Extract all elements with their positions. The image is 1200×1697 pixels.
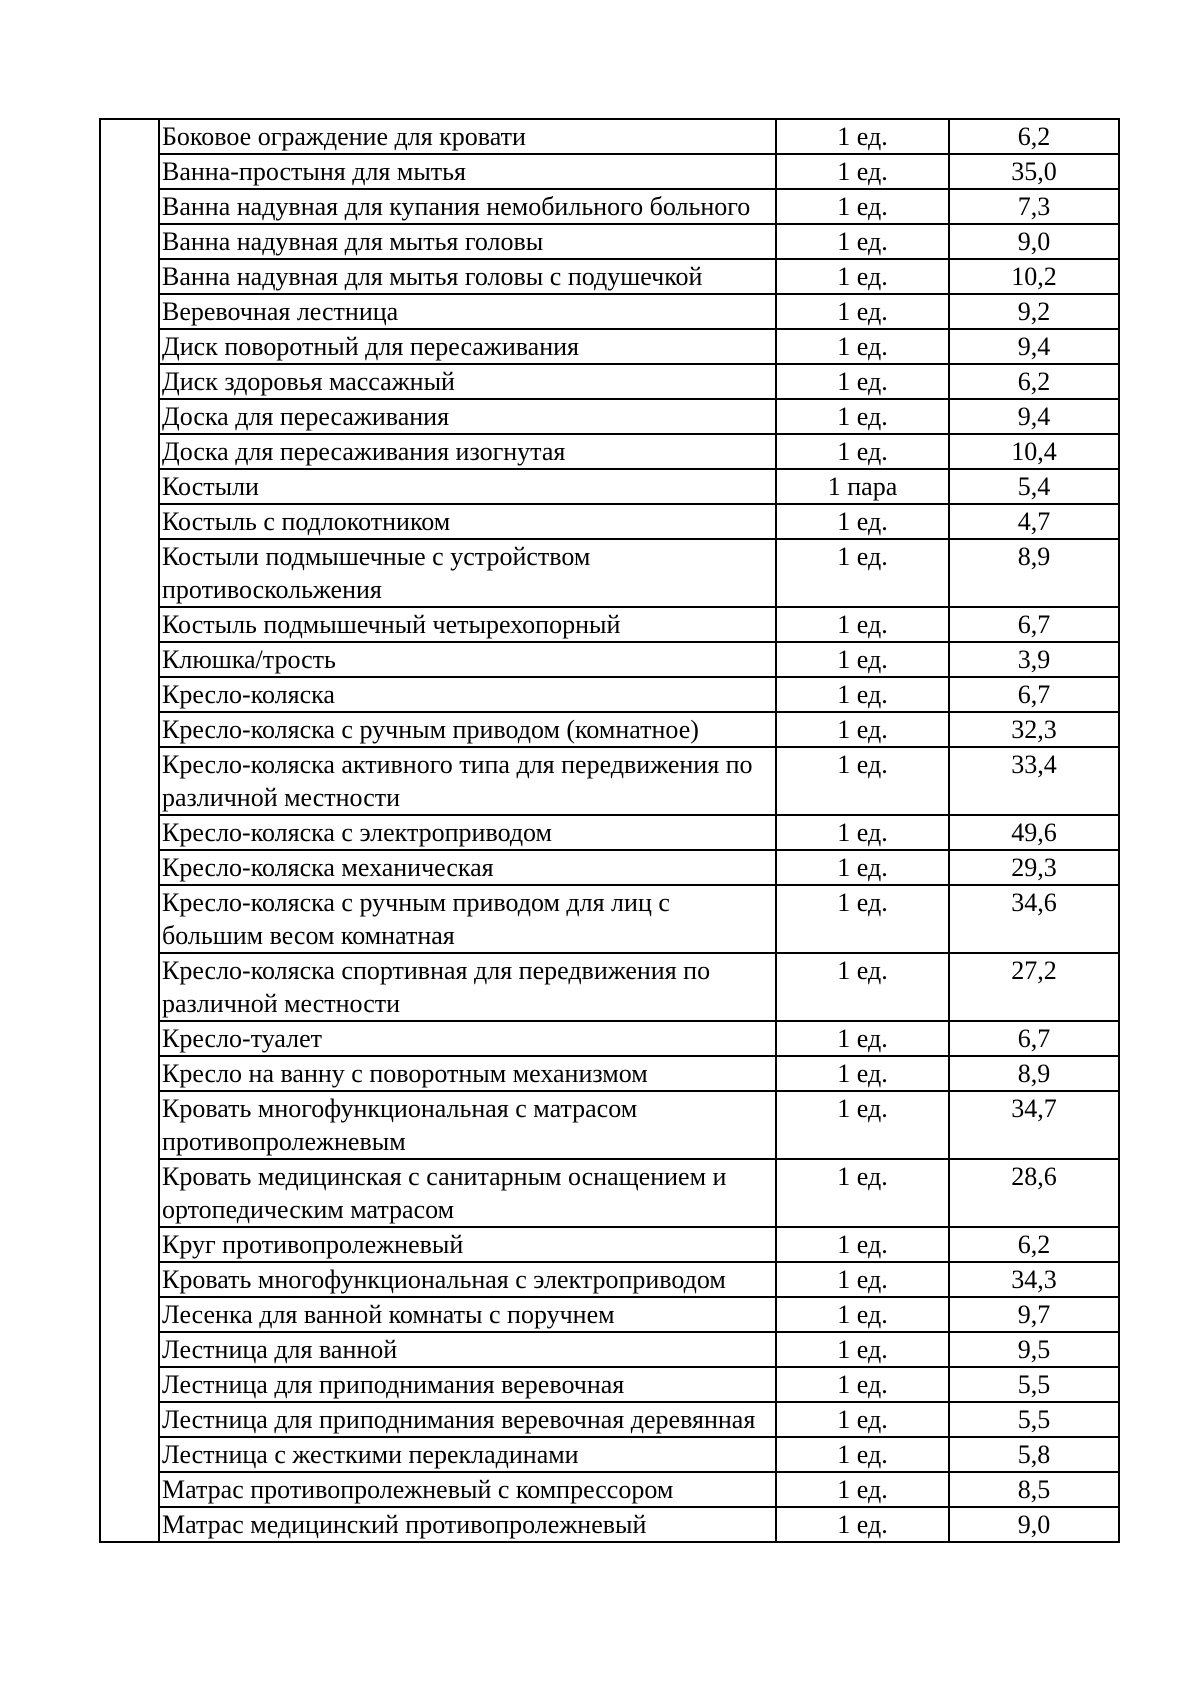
value-cell: 35,0 xyxy=(949,154,1119,189)
table-row xyxy=(100,712,1119,747)
index-cell xyxy=(100,1021,159,1056)
table-row xyxy=(100,677,1119,712)
index-cell xyxy=(100,885,159,953)
value-cell: 32,3 xyxy=(949,712,1119,747)
table-row xyxy=(100,850,1119,885)
table-row xyxy=(100,364,1119,399)
item-name-cell: Диск поворотный для пересаживания xyxy=(159,329,776,364)
index-cell xyxy=(100,747,159,815)
index-cell xyxy=(100,1227,159,1262)
value-cell: 9,0 xyxy=(949,224,1119,259)
table-row xyxy=(100,329,1119,364)
value-cell: 6,2 xyxy=(949,119,1119,154)
item-name-cell: Кровать многофункциональная с матрасом противопролежневым xyxy=(159,1091,776,1159)
table-row xyxy=(100,1367,1119,1402)
unit-cell: 1 ед. xyxy=(776,1091,949,1159)
value-cell: 29,3 xyxy=(949,850,1119,885)
value-cell: 10,2 xyxy=(949,259,1119,294)
index-cell xyxy=(100,1262,159,1297)
index-cell xyxy=(100,607,159,642)
item-name-cell: Кровать медицинская с санитарным оснащением и ортопедическим матрасом xyxy=(159,1159,776,1227)
item-name-cell: Костыли подмышечные с устройством противоскольжения xyxy=(159,539,776,607)
item-name-cell: Кресло-коляска xyxy=(159,677,776,712)
item-name-cell: Лестница для приподнимания веревочная xyxy=(159,1367,776,1402)
table-row xyxy=(100,747,1119,815)
item-name-cell: Кресло-коляска механическая xyxy=(159,850,776,885)
unit-cell: 1 ед. xyxy=(776,259,949,294)
value-cell: 5,5 xyxy=(949,1367,1119,1402)
unit-cell: 1 ед. xyxy=(776,154,949,189)
index-cell xyxy=(100,294,159,329)
index-cell xyxy=(100,329,159,364)
index-cell xyxy=(100,1367,159,1402)
index-cell xyxy=(100,953,159,1021)
item-name-cell: Кресло-коляска с ручным приводом (комнатное) xyxy=(159,712,776,747)
unit-cell: 1 ед. xyxy=(776,189,949,224)
unit-cell: 1 ед. xyxy=(776,953,949,1021)
value-cell: 9,4 xyxy=(949,399,1119,434)
value-cell: 33,4 xyxy=(949,747,1119,815)
index-cell xyxy=(100,224,159,259)
value-cell: 9,5 xyxy=(949,1332,1119,1367)
table-row xyxy=(100,1091,1119,1159)
unit-cell: 1 ед. xyxy=(776,815,949,850)
item-name-cell: Ванна-простыня для мытья xyxy=(159,154,776,189)
unit-cell: 1 ед. xyxy=(776,607,949,642)
unit-cell: 1 ед. xyxy=(776,712,949,747)
index-cell xyxy=(100,434,159,469)
item-name-cell: Кресло на ванну с поворотным механизмом xyxy=(159,1056,776,1091)
item-name-cell: Матрас медицинский противопролежневый xyxy=(159,1507,776,1542)
unit-cell: 1 ед. xyxy=(776,1227,949,1262)
item-name-cell: Кресло-коляска спортивная для передвижения по различной местности xyxy=(159,953,776,1021)
index-cell xyxy=(100,1402,159,1437)
table-row xyxy=(100,224,1119,259)
index-cell xyxy=(100,712,159,747)
unit-cell: 1 ед. xyxy=(776,329,949,364)
index-cell xyxy=(100,1437,159,1472)
unit-cell: 1 ед. xyxy=(776,504,949,539)
unit-cell: 1 ед. xyxy=(776,1402,949,1437)
index-cell xyxy=(100,259,159,294)
unit-cell: 1 ед. xyxy=(776,1262,949,1297)
index-cell xyxy=(100,1332,159,1367)
item-name-cell: Доска для пересаживания xyxy=(159,399,776,434)
value-cell: 5,8 xyxy=(949,1437,1119,1472)
value-cell: 5,5 xyxy=(949,1402,1119,1437)
unit-cell: 1 ед. xyxy=(776,1021,949,1056)
item-name-cell: Веревочная лестница xyxy=(159,294,776,329)
value-cell: 10,4 xyxy=(949,434,1119,469)
item-name-cell: Костыль подмышечный четырехопорный xyxy=(159,607,776,642)
table-row xyxy=(100,154,1119,189)
item-name-cell: Доска для пересаживания изогнутая xyxy=(159,434,776,469)
index-cell xyxy=(100,815,159,850)
unit-cell: 1 ед. xyxy=(776,747,949,815)
table-row xyxy=(100,119,1119,154)
index-cell xyxy=(100,1159,159,1227)
item-name-cell: Лестница для приподнимания веревочная деревянная xyxy=(159,1402,776,1437)
index-cell xyxy=(100,850,159,885)
unit-cell: 1 ед. xyxy=(776,434,949,469)
item-name-cell: Кресло-туалет xyxy=(159,1021,776,1056)
table-body xyxy=(100,119,1119,1542)
value-cell: 8,5 xyxy=(949,1472,1119,1507)
table-row xyxy=(100,1472,1119,1507)
unit-cell: 1 пара xyxy=(776,469,949,504)
index-cell xyxy=(100,1056,159,1091)
unit-cell: 1 ед. xyxy=(776,1159,949,1227)
item-name-cell: Лестница для ванной xyxy=(159,1332,776,1367)
index-cell xyxy=(100,364,159,399)
table-row xyxy=(100,1056,1119,1091)
table-row xyxy=(100,504,1119,539)
value-cell: 6,2 xyxy=(949,1227,1119,1262)
value-cell: 8,9 xyxy=(949,539,1119,607)
value-cell: 9,0 xyxy=(949,1507,1119,1542)
unit-cell: 1 ед. xyxy=(776,1056,949,1091)
table-row xyxy=(100,434,1119,469)
unit-cell: 1 ед. xyxy=(776,885,949,953)
unit-cell: 1 ед. xyxy=(776,642,949,677)
unit-cell: 1 ед. xyxy=(776,1297,949,1332)
value-cell: 28,6 xyxy=(949,1159,1119,1227)
value-cell: 6,2 xyxy=(949,364,1119,399)
table-row xyxy=(100,642,1119,677)
unit-cell: 1 ед. xyxy=(776,1437,949,1472)
unit-cell: 1 ед. xyxy=(776,224,949,259)
index-cell xyxy=(100,1091,159,1159)
value-cell: 8,9 xyxy=(949,1056,1119,1091)
index-cell xyxy=(100,642,159,677)
index-cell xyxy=(100,469,159,504)
item-name-cell: Ванна надувная для мытья головы xyxy=(159,224,776,259)
value-cell: 6,7 xyxy=(949,607,1119,642)
index-cell xyxy=(100,399,159,434)
value-cell: 9,4 xyxy=(949,329,1119,364)
item-name-cell: Ванна надувная для купания немобильного больного xyxy=(159,189,776,224)
table-row xyxy=(100,189,1119,224)
unit-cell: 1 ед. xyxy=(776,1332,949,1367)
unit-cell: 1 ед. xyxy=(776,1472,949,1507)
table-row xyxy=(100,1437,1119,1472)
value-cell: 7,3 xyxy=(949,189,1119,224)
table-row xyxy=(100,1227,1119,1262)
value-cell: 4,7 xyxy=(949,504,1119,539)
value-cell: 6,7 xyxy=(949,677,1119,712)
value-cell: 3,9 xyxy=(949,642,1119,677)
table-row xyxy=(100,1159,1119,1227)
table-row xyxy=(100,815,1119,850)
item-name-cell: Лесенка для ванной комнаты с поручнем xyxy=(159,1297,776,1332)
table-row xyxy=(100,1021,1119,1056)
value-cell: 6,7 xyxy=(949,1021,1119,1056)
item-name-cell: Круг противопролежневый xyxy=(159,1227,776,1262)
table-row xyxy=(100,953,1119,1021)
index-cell xyxy=(100,1507,159,1542)
value-cell: 34,7 xyxy=(949,1091,1119,1159)
index-cell xyxy=(100,504,159,539)
table-row xyxy=(100,1402,1119,1437)
value-cell: 34,3 xyxy=(949,1262,1119,1297)
table-row xyxy=(100,885,1119,953)
index-cell xyxy=(100,677,159,712)
item-name-cell: Боковое ограждение для кровати xyxy=(159,119,776,154)
unit-cell: 1 ед. xyxy=(776,364,949,399)
value-cell: 5,4 xyxy=(949,469,1119,504)
item-name-cell: Костыли xyxy=(159,469,776,504)
index-cell xyxy=(100,539,159,607)
value-cell: 49,6 xyxy=(949,815,1119,850)
item-name-cell: Клюшка/трость xyxy=(159,642,776,677)
index-cell xyxy=(100,1472,159,1507)
table-row xyxy=(100,1297,1119,1332)
index-cell xyxy=(100,1297,159,1332)
item-name-cell: Диск здоровья массажный xyxy=(159,364,776,399)
table-row xyxy=(100,607,1119,642)
value-cell: 9,2 xyxy=(949,294,1119,329)
index-cell xyxy=(100,154,159,189)
unit-cell: 1 ед. xyxy=(776,294,949,329)
unit-cell: 1 ед. xyxy=(776,850,949,885)
table-row xyxy=(100,539,1119,607)
table-row xyxy=(100,469,1119,504)
item-name-cell: Кресло-коляска с ручным приводом для лиц с большим весом комнатная xyxy=(159,885,776,953)
table-row xyxy=(100,1332,1119,1367)
index-cell xyxy=(100,189,159,224)
item-name-cell: Кресло-коляска с электроприводом xyxy=(159,815,776,850)
table-row xyxy=(100,294,1119,329)
unit-cell: 1 ед. xyxy=(776,119,949,154)
unit-cell: 1 ед. xyxy=(776,1367,949,1402)
unit-cell: 1 ед. xyxy=(776,539,949,607)
item-name-cell: Лестница с жесткими перекладинами xyxy=(159,1437,776,1472)
table-row xyxy=(100,1262,1119,1297)
table-row xyxy=(100,259,1119,294)
value-cell: 9,7 xyxy=(949,1297,1119,1332)
equipment-table xyxy=(99,118,1120,1543)
unit-cell: 1 ед. xyxy=(776,399,949,434)
item-name-cell: Матрас противопролежневый с компрессором xyxy=(159,1472,776,1507)
item-name-cell: Ванна надувная для мытья головы с подушечкой xyxy=(159,259,776,294)
unit-cell: 1 ед. xyxy=(776,677,949,712)
unit-cell: 1 ед. xyxy=(776,1507,949,1542)
value-cell: 34,6 xyxy=(949,885,1119,953)
table-row xyxy=(100,1507,1119,1542)
item-name-cell: Кресло-коляска активного типа для передвижения по различной местности xyxy=(159,747,776,815)
item-name-cell: Костыль с подлокотником xyxy=(159,504,776,539)
table-row xyxy=(100,399,1119,434)
value-cell: 27,2 xyxy=(949,953,1119,1021)
index-cell xyxy=(100,119,159,154)
item-name-cell: Кровать многофункциональная с электроприводом xyxy=(159,1262,776,1297)
